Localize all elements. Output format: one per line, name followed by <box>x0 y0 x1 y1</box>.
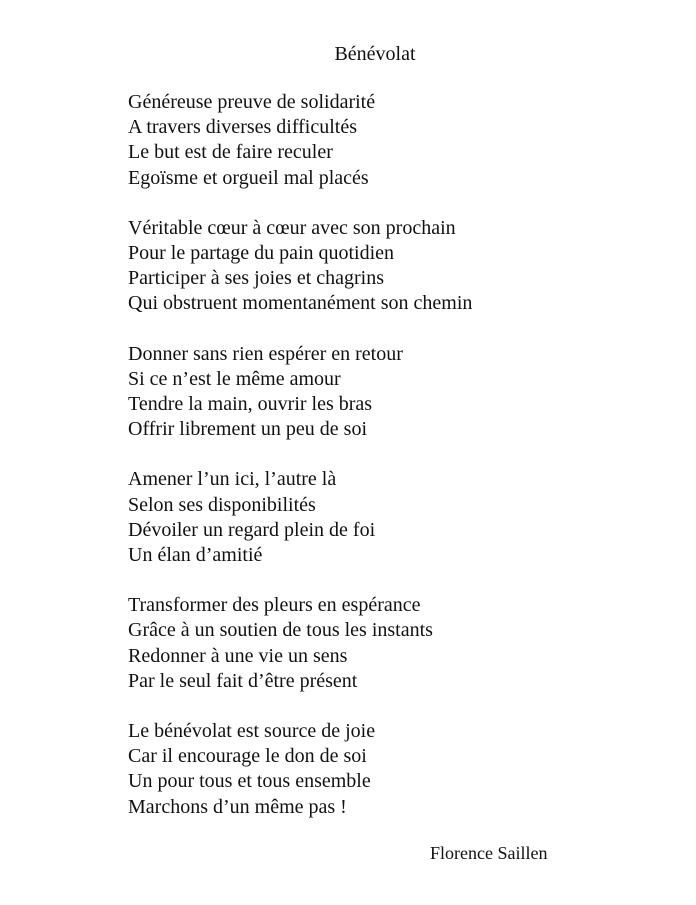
poem-line: Si ce n’est le même amour <box>128 367 341 390</box>
poem-line: Par le seul fait d’être présent <box>128 669 358 692</box>
poem-line: Redonner à une vie un sens <box>128 644 348 667</box>
poem-line: A travers diverses difficultés <box>128 116 358 139</box>
stanza-1 <box>128 90 668 191</box>
poem-line: Tendre la main, ouvrir les bras <box>128 393 373 416</box>
stanza-4 <box>128 467 668 568</box>
stanza-2 <box>128 216 668 317</box>
poem-line: Un pour tous et tous ensemble <box>128 770 371 793</box>
poem-line: Transformer des pleurs en espérance <box>128 594 421 617</box>
poem-line: Amener l’un ici, l’autre là <box>128 468 337 491</box>
poem-line: Véritable cœur à cœur avec son prochain <box>128 216 456 239</box>
poem-line: Grâce à un soutien de tous les instants <box>128 619 433 642</box>
poem-line: Qui obstruent momentanément son chemin <box>128 292 473 315</box>
poem-line: Marchons d’un même pas ! <box>128 795 347 818</box>
stanza-6 <box>128 719 668 820</box>
poem-line: Donner sans rien espérer en retour <box>128 342 403 365</box>
poem-line: Le but est de faire reculer <box>128 141 333 164</box>
poem-line: Car il encourage le don de soi <box>128 745 367 768</box>
poem-line: Dévoiler un regard plein de foi <box>128 518 376 541</box>
poem-line: Egoïsme et orgueil mal placés <box>128 166 369 189</box>
poem-line: Pour le partage du pain quotidien <box>128 242 395 265</box>
poem-line: Un élan d’amitié <box>128 544 263 567</box>
poem-line: Généreuse preuve de solidarité <box>128 91 376 113</box>
poem-author: Florence Saillen <box>430 843 548 863</box>
stanza-5 <box>128 593 668 694</box>
poem-line: Le bénévolat est source de joie <box>128 720 376 743</box>
poem-line: Offrir librement un peu de soi <box>128 418 368 441</box>
poem-body <box>128 90 668 845</box>
poem-line: Participer à ses joies et chagrins <box>128 267 385 290</box>
poem-title: Bénévolat <box>334 43 416 65</box>
stanza-3 <box>128 342 668 443</box>
poem-line: Selon ses disponibilités <box>128 493 316 516</box>
